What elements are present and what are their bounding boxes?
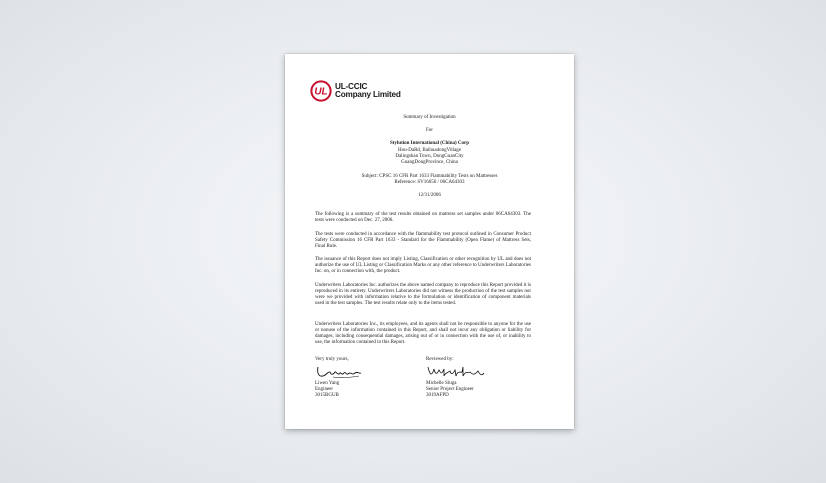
address-line: Dalingshan Town, DongGuanCity bbox=[395, 154, 464, 159]
body-paragraph: The following is a summary of the test results obtained on mattress set samples under 06CA64303. The tests were conducted on Dec. 27, 2006. bbox=[315, 212, 531, 224]
signature-right bbox=[426, 364, 486, 380]
closing-right: Reviewed by: bbox=[426, 357, 454, 362]
reference-line: Reference: SV16656 / 06CA64303 bbox=[394, 180, 465, 185]
ul-logo-icon bbox=[310, 80, 332, 102]
ul-logo-mark: UL bbox=[314, 86, 328, 98]
report-title: Summary of Investigation bbox=[403, 115, 456, 120]
signer-right-code: 3019AFPD bbox=[426, 393, 449, 398]
body-paragraph: Underwriters Laboratories Inc., its employees, and its agents shall not be responsible to anyone for the use or nonuse of the information contained in this Report, and shall not incur any obligation or liability for damages, including consequential damages, arising out of or in connection with the use of, or inability to use, the information contained in this Report. bbox=[315, 322, 531, 346]
certificate-document bbox=[285, 54, 574, 429]
for-label: For bbox=[426, 128, 433, 133]
signer-right-name: Michelle Sluga bbox=[426, 381, 457, 386]
signer-left-code: 3015BGUB bbox=[315, 393, 339, 398]
ul-ccic-logo bbox=[310, 80, 440, 104]
signer-left-title: Engineer bbox=[315, 387, 334, 392]
signer-right-title: Senior Project Engineer bbox=[426, 387, 474, 392]
signature-left bbox=[315, 363, 365, 381]
report-date: 12/31/2006 bbox=[418, 193, 441, 198]
body-paragraph: The tests were conducted in accordance with the flammability test protocol outlined in Consumer Product Safety Commission 16 CFR Part 1633 - Standard for the Flammability (Open Flame) of Mattress Sets, Final Rule. bbox=[315, 232, 531, 250]
closing-left: Very truly yours, bbox=[315, 357, 349, 362]
logo-line-1: UL-CCIC bbox=[335, 82, 368, 91]
address-line: Hou-DaRd, BaihuadongVillage bbox=[397, 148, 462, 153]
logo-line-2: Company Limited bbox=[335, 89, 401, 99]
body-paragraph: Underwriters Laboratories Inc. authorizes the above named company to reproduce this Report provided it is reproduced in its entirety. Underwriters Laboratories did not witness the production of the test samples nor were we provided with information relative to the formulation or identification of component materials used in the test samples. The test results relate only to the items tested. bbox=[315, 283, 531, 307]
signer-left-name: Liwen Yang bbox=[315, 381, 340, 386]
company-name: Stylution International (China) Corp bbox=[389, 141, 470, 146]
subject-line: Subject: CPSC 16 CFR Part 1633 Flammability Tests on Mattresses bbox=[361, 174, 498, 179]
address-line: GuangDongProvince, China bbox=[401, 160, 458, 165]
logo-wordmark bbox=[335, 83, 401, 98]
body-paragraph: The issuance of this Report does not imply Listing, Classification or other recognition by UL and does not authorize the use of UL Listing or Classification Marks or any other reference to Underwriters Laboratories Inc. on, or in connection with, the product. bbox=[315, 257, 531, 275]
